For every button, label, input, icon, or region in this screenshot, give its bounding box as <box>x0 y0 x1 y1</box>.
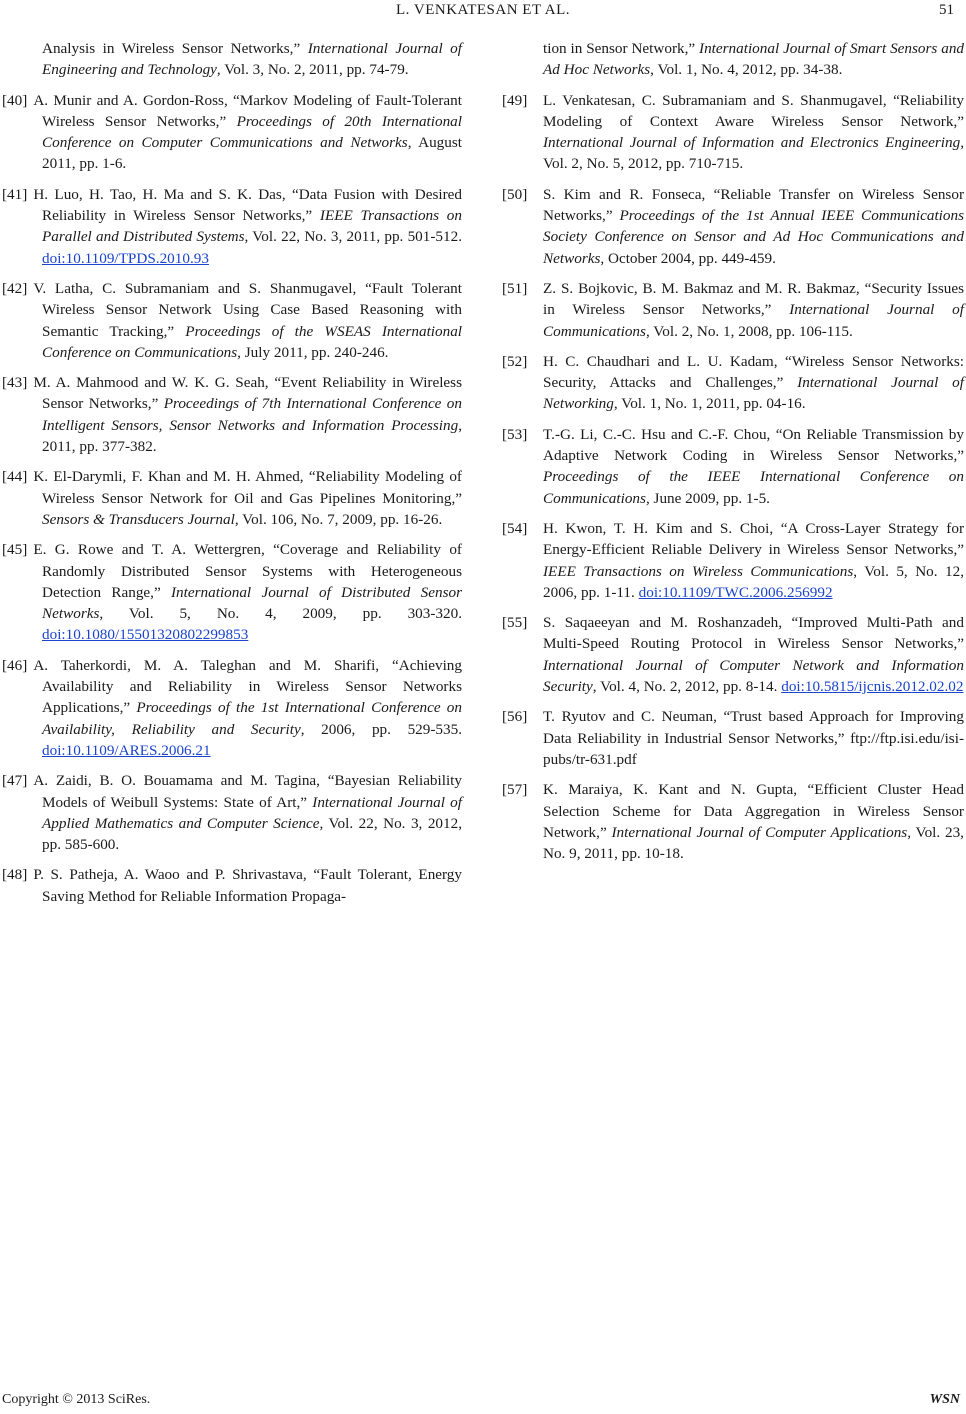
reference-text: , July 2011, pp. 240-246. <box>237 343 389 361</box>
reference-item <box>502 706 964 770</box>
reference-item <box>2 864 462 907</box>
reference-number: [46] <box>2 656 28 674</box>
reference-item <box>2 655 462 761</box>
continued-details: , Vol. 1, No. 4, 2012, pp. 34-38. <box>650 61 843 79</box>
reference-text: K. Maraiya, K. Kant and N. Gupta, “Efficient Cluster Head Selection Scheme for Data Aggregation in Wireless Sensor Network,” <box>543 781 964 841</box>
reference-source: International Journal of Distributed Sensor Networks <box>42 583 462 623</box>
reference-text: A. Zaidi, B. O. Bouamama and M. Tagina, “Bayesian Reliability Models of Weibull Systems: State of Art,” <box>33 772 462 811</box>
reference-item <box>2 466 462 530</box>
reference-item <box>2 184 462 269</box>
reference-item <box>502 90 964 175</box>
reference-source: International Journal of Networking <box>543 374 964 413</box>
reference-text: , August 2011, pp. 1-6. <box>42 134 462 173</box>
right-column <box>502 38 964 873</box>
reference-text: A. Taherkordi, M. A. Taleghan and M. Sharifi, “Achieving Availability and Reliability in Wireless Sensor Networks Applications,” <box>33 656 462 717</box>
reference-number: [42] <box>2 279 28 297</box>
reference-item <box>502 351 964 415</box>
reference-source: Proceedings of the 1st Annual IEEE Communications Society Conference on Sensor and Ad Hoc Communications and Networks <box>543 207 964 267</box>
reference-number: [48] <box>2 866 28 884</box>
reference-text: T.-G. Li, C.-C. Hsu and C.-F. Chou, “On Reliable Transmission by Adaptive Network Coding in Wireless Sensor Networks,” <box>543 425 964 465</box>
reference-source: Proceedings of the IEEE International Conference on Communications <box>543 468 964 507</box>
reference-list-right <box>502 90 964 865</box>
doi-link[interactable]: doi:10.1109/TPDS.2010.93 <box>42 249 209 267</box>
reference-text: S. Kim and R. Fonseca, “Reliable Transfer on Wireless Sensor Networks,” <box>543 185 964 225</box>
reference-text: , Vol. 22, No. 3, 2011, pp. 501-512. <box>244 228 462 246</box>
reference-text: , Vol. 4, No. 2, 2012, pp. 8-14. <box>592 678 782 696</box>
reference-item <box>502 278 964 342</box>
reference-text: L. Venkatesan, C. Subramaniam and S. Shanmugavel, “Reliability Modeling of Context Aware Wireless Sensor Network,” <box>543 91 964 130</box>
reference-source: International Journal of Computer Network and Information Security <box>543 656 964 696</box>
reference-number: [55] <box>502 614 528 632</box>
reference-source: Proceedings of 20th International Conference on Computer Communications and Networks <box>42 112 462 152</box>
continued-reference <box>502 38 964 81</box>
reference-text: , Vol. 5, No. 4, 2009, pp. 303-320. <box>99 605 462 623</box>
doi-link[interactable]: doi:10.1109/TWC.2006.256992 <box>638 583 833 601</box>
reference-item <box>2 278 462 363</box>
reference-text: K. El-Darymli, F. Khan and M. H. Ahmed, “Reliability Modeling of Wireless Sensor Network for Oil and Gas Pipelines Monitoring,” <box>33 468 462 507</box>
reference-item <box>2 770 462 855</box>
reference-source: Proceedings of 7th International Conference on Intelligent Sensors, Sensor Networks and Information Processing <box>42 395 462 434</box>
reference-text: , Vol. 2, No. 1, 2008, pp. 106-115. <box>645 322 853 340</box>
reference-source: International Journal of Applied Mathematics and Computer Science <box>42 793 462 832</box>
reference-source: IEEE Transactions on Wireless Communications <box>543 562 854 580</box>
reference-item <box>502 424 964 509</box>
reference-text: Z. S. Bojkovic, B. M. Bakmaz and M. R. Bakmaz, “Security Issues in Wireless Sensor Networks,” <box>543 279 964 319</box>
reference-text: A. Munir and A. Gordon-Ross, “Markov Modeling of Fault-Tolerant Wireless Sensor Networks,” <box>33 91 462 130</box>
reference-number: [47] <box>2 772 28 790</box>
page-footer <box>0 1392 966 1412</box>
reference-source: Proceedings of the 1st International Conference on Availability, Reliability and Security <box>42 699 462 738</box>
reference-number: [45] <box>2 541 28 559</box>
reference-source: Proceedings of the WSEAS International Conference on Communications <box>42 322 463 361</box>
reference-text: P. S. Patheja, A. Waoo and P. Shrivastava, “Fault Tolerant, Energy Saving Method for Reliable Information Propaga- <box>33 866 462 905</box>
continued-text: Analysis in Wireless Sensor Networks,” <box>42 40 308 57</box>
reference-item <box>502 184 964 269</box>
continued-journal: International Journal of Smart Sensors and Ad Hoc Networks <box>543 40 965 79</box>
reference-item <box>502 612 964 697</box>
reference-text: , June 2009, pp. 1-5. <box>645 489 770 507</box>
reference-text: , 2011, pp. 377-382. <box>42 416 462 456</box>
reference-number: [49] <box>502 91 528 109</box>
reference-list-left <box>2 90 463 907</box>
continued-details: , Vol. 3, No. 2, 2011, pp. 74-79. <box>216 61 409 79</box>
running-head: L. VENKATESAN ET AL. <box>395 2 571 18</box>
reference-number: [56] <box>502 708 528 726</box>
reference-text: V. Latha, C. Subramaniam and S. Shanmugavel, “Fault Tolerant Wireless Sensor Network Using Case Based Reasoning with Semantic Tracking,” <box>33 279 462 340</box>
reference-number: [44] <box>2 468 28 486</box>
left-column <box>2 38 463 916</box>
reference-source: Sensors & Transducers Journal <box>42 510 235 528</box>
journal-abbreviation: WSN <box>929 1392 960 1407</box>
reference-text: , 2006, pp. 529-535. <box>300 720 462 738</box>
doi-link[interactable]: doi:10.1080/15501320802299853 <box>42 626 249 644</box>
reference-text: E. G. Rowe and T. A. Wettergren, “Coverage and Reliability of Randomly Distributed Sensor Systems with Heterogeneous Detection Range,” <box>33 541 462 601</box>
reference-text: S. Saqaeeyan and M. Roshanzadeh, “Improved Multi-Path and Multi-Speed Routing Protocol in Wireless Sensor Networks,” <box>543 614 964 653</box>
reference-text: , Vol. 22, No. 3, 2012, pp. 585-600. <box>42 814 462 854</box>
reference-text: , Vol. 2, No. 5, 2012, pp. 710-715. <box>543 134 964 173</box>
reference-text: , Vol. 106, No. 7, 2009, pp. 16-26. <box>234 510 443 528</box>
reference-source: International Journal of Information and Electronics Engineering <box>543 134 961 152</box>
reference-item <box>2 372 462 457</box>
copyright: Copyright © 2013 SciRes. <box>2 1392 151 1407</box>
reference-item <box>2 90 462 175</box>
doi-link[interactable]: doi:10.1109/ARES.2006.21 <box>42 741 211 759</box>
reference-number: [40] <box>2 91 28 109</box>
continued-reference <box>42 38 462 81</box>
reference-number: [50] <box>502 185 528 203</box>
reference-text: , October 2004, pp. 449-459. <box>600 249 776 267</box>
reference-text: H. Luo, H. Tao, H. Ma and S. K. Das, “Data Fusion with Desired Reliability in Wireless Sensor Networks,” <box>33 185 462 225</box>
reference-text: , Vol. 23, No. 9, 2011, pp. 10-18. <box>543 823 964 863</box>
reference-number: [52] <box>502 352 528 370</box>
reference-item <box>502 779 964 864</box>
reference-number: [41] <box>2 185 28 203</box>
reference-item <box>2 539 462 645</box>
continued-text: tion in Sensor Network,” <box>543 40 700 57</box>
reference-number: [43] <box>2 374 28 392</box>
reference-number: [53] <box>502 425 528 443</box>
reference-text: T. Ryutov and C. Neuman, “Trust based Approach for Improving Data Reliability in Industrial Sensor Networks,” ftp://ftp.isi.edu/isi-pubs/tr-631.pdf <box>543 708 964 768</box>
doi-link[interactable]: doi:10.5815/ijcnis.2012.02.02 <box>781 678 964 696</box>
page-number: 51 <box>939 2 954 18</box>
reference-text: H. C. Chaudhari and L. U. Kadam, “Wireless Sensor Networks: Security, Attacks and Challenges,” <box>543 352 964 392</box>
reference-text: H. Kwon, T. H. Kim and S. Choi, “A Cross-Layer Strategy for Energy-Efficient Reliable Delivery in Wireless Sensor Networks,” <box>543 519 964 559</box>
page-header <box>0 2 966 22</box>
reference-number: [51] <box>502 279 528 297</box>
reference-source: IEEE Transactions on Parallel and Distributed Systems <box>42 207 462 246</box>
continued-journal: International Journal of Engineering and Technology <box>42 40 462 79</box>
reference-source: International Journal of Communications <box>543 301 964 340</box>
reference-number: [57] <box>502 781 528 799</box>
reference-number: [54] <box>502 519 528 537</box>
reference-text: , Vol. 1, No. 1, 2011, pp. 04-16. <box>613 395 806 413</box>
reference-text: M. A. Mahmood and W. K. G. Seah, “Event Reliability in Wireless Sensor Networks,” <box>33 374 462 413</box>
reference-source: International Journal of Computer Applications <box>611 823 908 841</box>
reference-item <box>502 518 964 603</box>
reference-text: , Vol. 5, No. 12, 2006, pp. 1-11. <box>543 562 964 601</box>
